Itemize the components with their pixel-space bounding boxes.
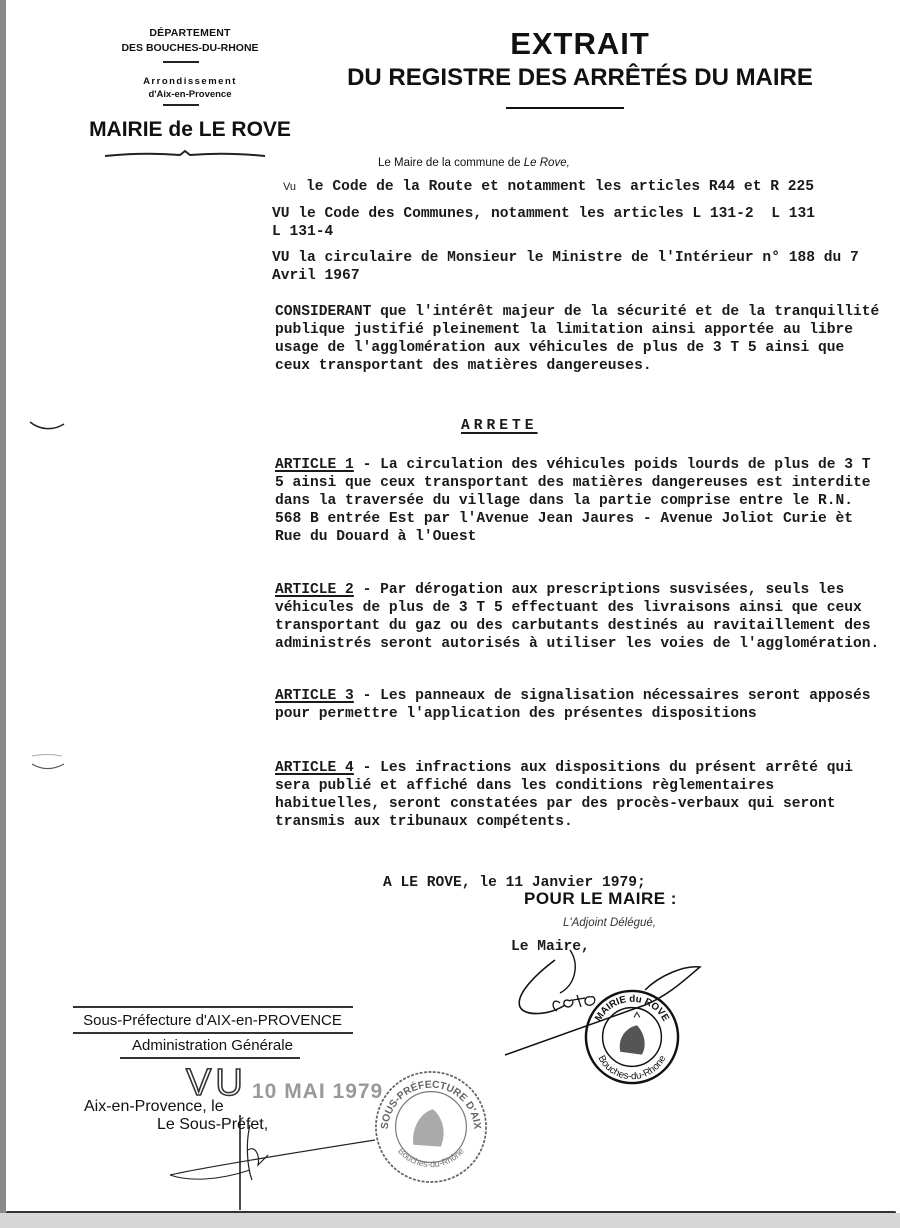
article-text: - La circulation des véhicules poids lourds de plus de 3 T 5 ainsi que ceux transportant des matières dangereuses est interdite dans la traversée du village dans la partie comprise entre le R.N. 568 B entrée Est par l'Avenue Jean Jaures - Avenue Joliot Curie èt Rue du Douard à l'Ouest [275,457,871,545]
seal-text-top: SOUS-PRÉFECTURE D'AIX [379,1079,483,1130]
arrondissement-line2: d'Aix-en-Provence [148,89,232,100]
scan-edge [0,0,6,1228]
article-label: ARTICLE 2 [275,582,354,598]
article-label: ARTICLE 3 [275,688,354,704]
vu-prefix: Vu [283,181,297,193]
article-text: - Par dérogation aux prescriptions susvisées, seuls les véhicules de plus de 3 T 5 effectuant des livraisons ainsi que ceux transportant du gaz ou des carbutants destinés au ravitaillement des administrés seront autorisés à utiliser les voies de l'agglomération. [275,582,880,652]
seal-text-bottom: Bouches-du-Rhone [595,1053,669,1083]
article-label: ARTICLE 4 [275,760,354,776]
department-line2: DES BOUCHES-DU-RHONE [121,42,259,54]
document-title: EXTRAIT [510,26,650,61]
divider [163,61,199,63]
place-date: A LE ROVE, le 11 Janvier 1979; [383,875,646,891]
commune-name: Le Rove, [523,157,570,169]
svg-text:Bouches-du-Rhone [595,1053,668,1082]
maire-intro-text: Le Maire de la commune de [378,157,521,169]
vu-stamp: VU [186,1062,247,1104]
vu-code-route-text: le Code de la Route et notamment les articles R44 et R 225 [306,179,814,195]
mairie-seal [583,988,681,1086]
department-line1: DÉPARTEMENT [149,27,231,39]
le-maire-label: Le Maire, [511,939,590,955]
divider [73,1006,353,1008]
article-text: - Les infractions aux dispositions du présent arrêté qui sera publié et affiché dans les conditions règlementaires habituelles, seront constatées par des procès-verbaux qui seront transmis aux tribunaux compétents. [275,760,854,830]
article-4 [275,759,885,831]
svg-text:MAIRIE du ROVE [593,994,671,1024]
ornament-swash [100,148,270,160]
aix-place-label: Aix-en-Provence, le [84,1098,224,1115]
sous-prefecture-name: Sous-Préfecture d'AIX-en-PROVENCE [83,1012,342,1029]
vu-code-communes: VU le Code des Communes, notamment les articles L 131-2 L 131 L 131-4 [272,206,815,240]
pour-le-maire-stamp: POUR LE MAIRE : [524,889,677,908]
margin-mark [28,418,68,434]
svg-text:Bouches-du-Rhône [396,1146,466,1169]
vu-code-route [283,178,814,196]
article-2 [275,581,885,653]
adjoint-delegue: L'Adjoint Délégué, [563,917,656,929]
divider [163,104,199,106]
document-subtitle: DU REGISTRE DES ARRÊTÉS DU MAIRE [347,64,813,91]
seal-text-top: MAIRIE du ROVE [593,993,671,1024]
maire-intro [378,157,570,169]
seal-text-bottom: Bouches-du-Rhône [396,1145,466,1170]
article-1 [275,456,885,546]
vu-circulaire: VU la circulaire de Monsieur le Ministre de l'Intérieur n° 188 du 7 Avril 1967 [272,250,859,284]
divider [120,1057,300,1059]
date-stamp: 10 MAI 1979 [252,1080,384,1103]
article-label: ARTICLE 1 [275,457,354,473]
mairie-title: MAIRIE de LE ROVE [89,118,291,141]
administration-generale: Administration Générale [132,1037,293,1054]
arrete-heading: ARRETE [461,418,538,434]
article-3 [275,687,885,723]
scan-background [0,1213,900,1228]
considerant-paragraph: CONSIDERANT que l'intérêt majeur de la sécurité et de la tranquillité publique justifié pleinement la limitation ainsi apportée au libre usage de l'agglomération aux véhicules de plus de 3 T 5 ainsi que ceux transportant des matières dangereuses. [275,304,880,374]
title-divider [506,107,624,109]
arrondissement-line1: Arrondissement [143,76,237,87]
divider [73,1032,353,1034]
sous-prefecture-seal [372,1068,490,1186]
sous-prefet-label: Le Sous-Préfet, [157,1116,269,1133]
article-text: - Les panneaux de signalisation nécessaires seront apposés pour permettre l'application des présentes dispositions [275,688,871,722]
margin-mark [28,752,68,772]
